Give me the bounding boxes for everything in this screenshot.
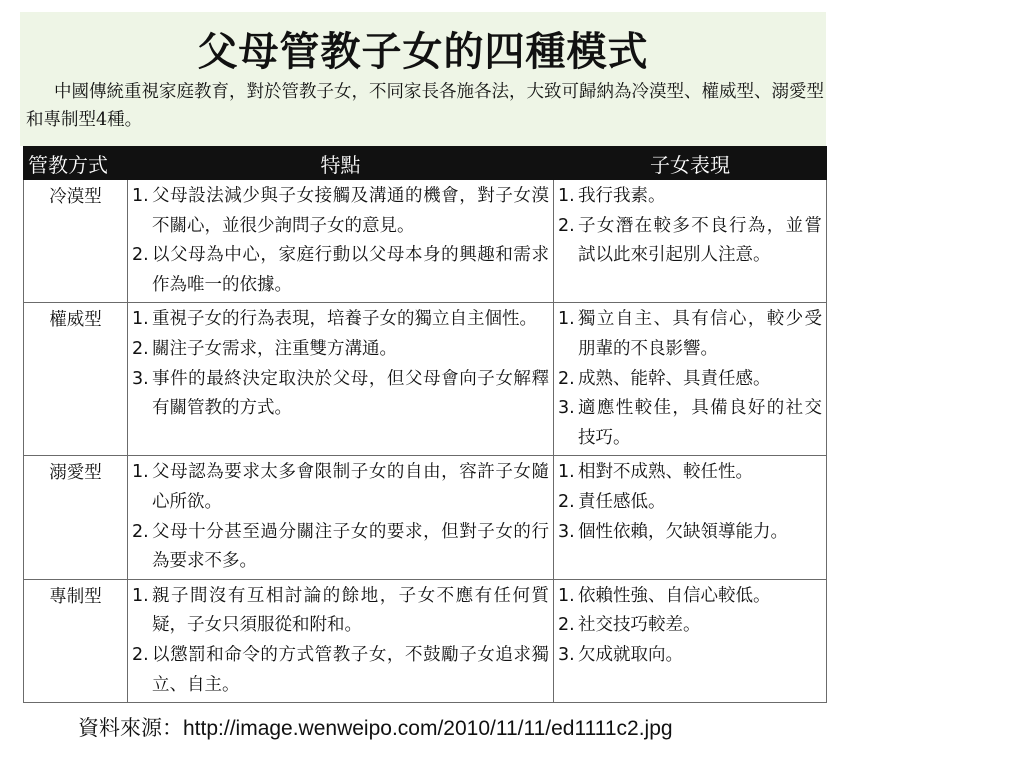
list-item: 2. 關注子女需求，注重雙方溝通。 [132, 338, 397, 359]
list-item: 1. 父母設法減少與子女接觸及溝通的機會，對子女漠不關心，並很少詢問子女的意見。 [132, 186, 549, 236]
traits-cell [128, 180, 554, 303]
list-item: 1. 親子間沒有互相討論的餘地，子女不應有任何質疑，子女只須服從和附和。 [132, 585, 549, 636]
traits-cell [128, 456, 554, 579]
list-item: 2. 成熟、能幹、具責任感。 [558, 368, 771, 389]
source-label: 資料來源： [78, 716, 183, 740]
header-traits: 特點 [128, 147, 554, 180]
list-item: 3. 欠成就取向。 [558, 644, 683, 665]
mode-cell: 專制型 [24, 579, 128, 702]
list-item: 1. 父母認為要求太多會限制子女的自由，容許子女隨心所欲。 [132, 462, 549, 512]
header-outcomes: 子女表現 [554, 147, 827, 180]
list-item: 2. 社交技巧較差。 [558, 615, 701, 636]
parenting-table [23, 146, 827, 703]
list-item: 1. 重視子女的行為表現，培養子女的獨立自主個性。 [132, 309, 537, 330]
list-item: 2. 父母十分甚至過分關注子女的要求，但對子女的行為要求不多。 [132, 521, 549, 572]
source-citation [78, 712, 673, 742]
list-item: 2. 以懲罰和命令的方式管教子女，不鼓勵子女追求獨立、自主。 [132, 644, 549, 695]
header-mode: 管教方式 [24, 147, 128, 180]
table-row [24, 180, 827, 303]
header-banner [20, 12, 826, 146]
table-row [24, 579, 827, 702]
outcomes-cell [554, 456, 827, 579]
figure [20, 12, 826, 695]
list-item: 3. 事件的最終決定取決於父母，但父母會向子女解釋有關管教的方式。 [132, 368, 549, 419]
outcomes-cell [554, 303, 827, 456]
list-item: 3. 適應性較佳，具備良好的社交技巧。 [558, 398, 822, 448]
list-item: 1. 我行我素。 [558, 186, 666, 206]
table-row [24, 303, 827, 456]
list-item: 1. 相對不成熟、較任性。 [558, 462, 753, 483]
outcomes-cell [554, 579, 827, 702]
traits-cell [128, 303, 554, 456]
intro-paragraph: 中國傳統重視家庭教育，對於管教子女，不同家長各施各法，大致可歸納為冷漠型、權威型、溺愛型和專制型4種。 [26, 82, 824, 130]
mode-cell: 冷漠型 [24, 180, 128, 303]
mode-cell: 權威型 [24, 303, 128, 456]
source-url: http://image.wenweipo.com/2010/11/11/ed1111c2.jpg [183, 717, 673, 740]
list-item: 3. 個性依賴，欠缺領導能力。 [558, 521, 788, 542]
mode-cell: 溺愛型 [24, 456, 128, 579]
traits-cell [128, 579, 554, 702]
list-item: 2. 責任感低。 [558, 491, 666, 512]
table-row [24, 456, 827, 579]
outcomes-cell [554, 180, 827, 303]
table-header-row [24, 147, 827, 180]
list-item: 2. 以父母為中心，家庭行動以父母本身的興趣和需求作為唯一的依據。 [132, 245, 549, 295]
list-item: 2. 子女潛在較多不良行為，並嘗試以此來引起別人注意。 [558, 215, 822, 266]
list-item: 1. 獨立自主、具有信心，較少受朋輩的不良影響。 [558, 309, 822, 359]
page-title: 父母管教子女的四種模式 [197, 29, 649, 75]
list-item: 1. 依賴性強、自信心較低。 [558, 585, 771, 606]
